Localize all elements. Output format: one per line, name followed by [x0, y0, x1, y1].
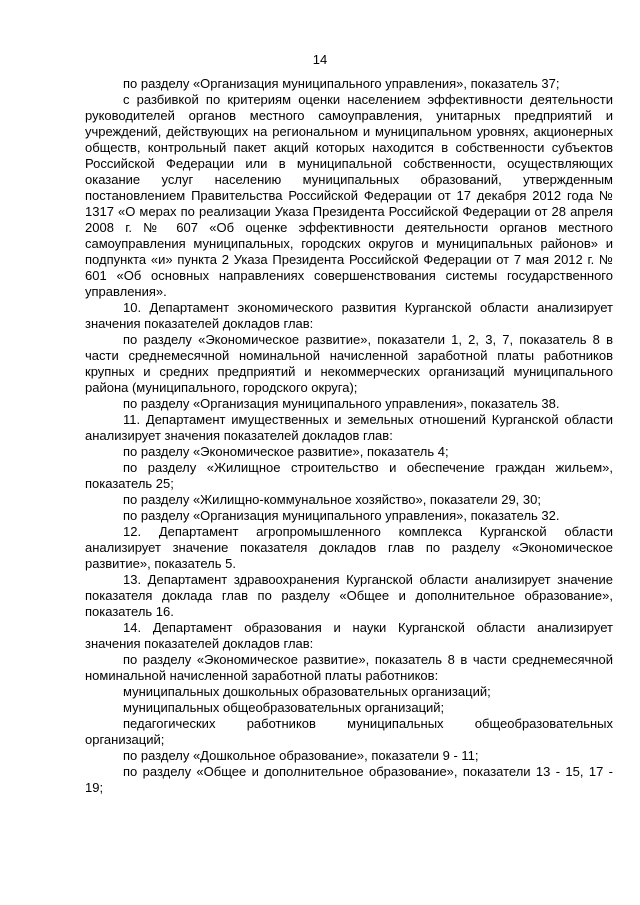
paragraph: по разделу «Экономическое развитие», показатель 4; [123, 444, 449, 459]
paragraph: по разделу «Жилищно-коммунальное хозяйство», показатели 29, 30; [123, 492, 541, 507]
paragraph: по разделу «Общее и дополнительное образование», показатели 13 - 15, 17 - 19; [85, 764, 613, 795]
paragraph: по разделу «Жилищное строительство и обеспечение граждан жильем», показатель 25; [85, 460, 613, 491]
document-body [85, 76, 613, 796]
paragraph: по разделу «Организация муниципального управления», показатель 32. [123, 508, 560, 523]
paragraph: по разделу «Экономическое развитие», показатели 1, 2, 3, 7, показатель 8 в части среднемесячной номинальной начисленной заработной платы работников крупных и средних предприятий и некоммерческих организаций муниципального района (муниципального, городского округа); [85, 332, 613, 395]
paragraph: 11. Департамент имущественных и земельных отношений Курганской области анализирует значения показателей докладов глав: [85, 412, 613, 443]
paragraph: по разделу «Организация муниципального управления», показатель 37; [123, 76, 560, 91]
paragraph: педагогических работников муниципальных общеобразовательных организаций; [85, 716, 613, 747]
paragraph: по разделу «Дошкольное образование», показатели 9 - 11; [123, 748, 479, 763]
paragraph: 13. Департамент здравоохранения Курганской области анализирует значение показателя доклада глав по разделу «Общее и дополнительное образование», показатель 16. [85, 572, 613, 619]
paragraph: 12. Департамент агропромышленного комплекса Курганской области анализирует значение показателя докладов глав по разделу «Экономическое развитие», показатель 5. [85, 524, 613, 571]
paragraph: муниципальных общеобразовательных организаций; [123, 700, 445, 715]
paragraph: 10. Департамент экономического развития Курганской области анализирует значения показателей докладов глав: [85, 300, 613, 331]
paragraph: по разделу «Организация муниципального управления», показатель 38. [123, 396, 560, 411]
paragraph: по разделу «Экономическое развитие», показатель 8 в части среднемесячной номинальной начисленной заработной платы работников: [85, 652, 613, 683]
paragraph: муниципальных дошкольных образовательных организаций; [123, 684, 491, 699]
paragraph: 14. Департамент образования и науки Курганской области анализирует значения показателей докладов глав: [85, 620, 613, 651]
paragraph: с разбивкой по критериям оценки населением эффективности деятельности руководителей органов местного самоуправления, унитарных предприятий и учреждений, действующих на региональном и муниципальном уровнях, акционерных обществ, контрольный пакет акций которых находится в собственности субъектов Российской Федерации или в муниципальной собственности, осуществляющих оказание услуг населению муниципальных образований, утвержденным постановлением Правительства Российской Федерации от 17 декабря 2012 года № 1317 «О мерах по реализации Указа Президента Российской Федерации от 28 апреля 2008 г. № 607 «Об оценке эффективности деятельности органов местного самоуправления муниципальных, городских округов и муниципальных районов» и подпункта «и» пункта 2 Указа Президента Российской Федерации от 7 мая 2012 г. № 601 «Об основных направлениях совершенствования системы государственного управления». [85, 92, 613, 299]
page-number: 14 [312, 52, 328, 67]
